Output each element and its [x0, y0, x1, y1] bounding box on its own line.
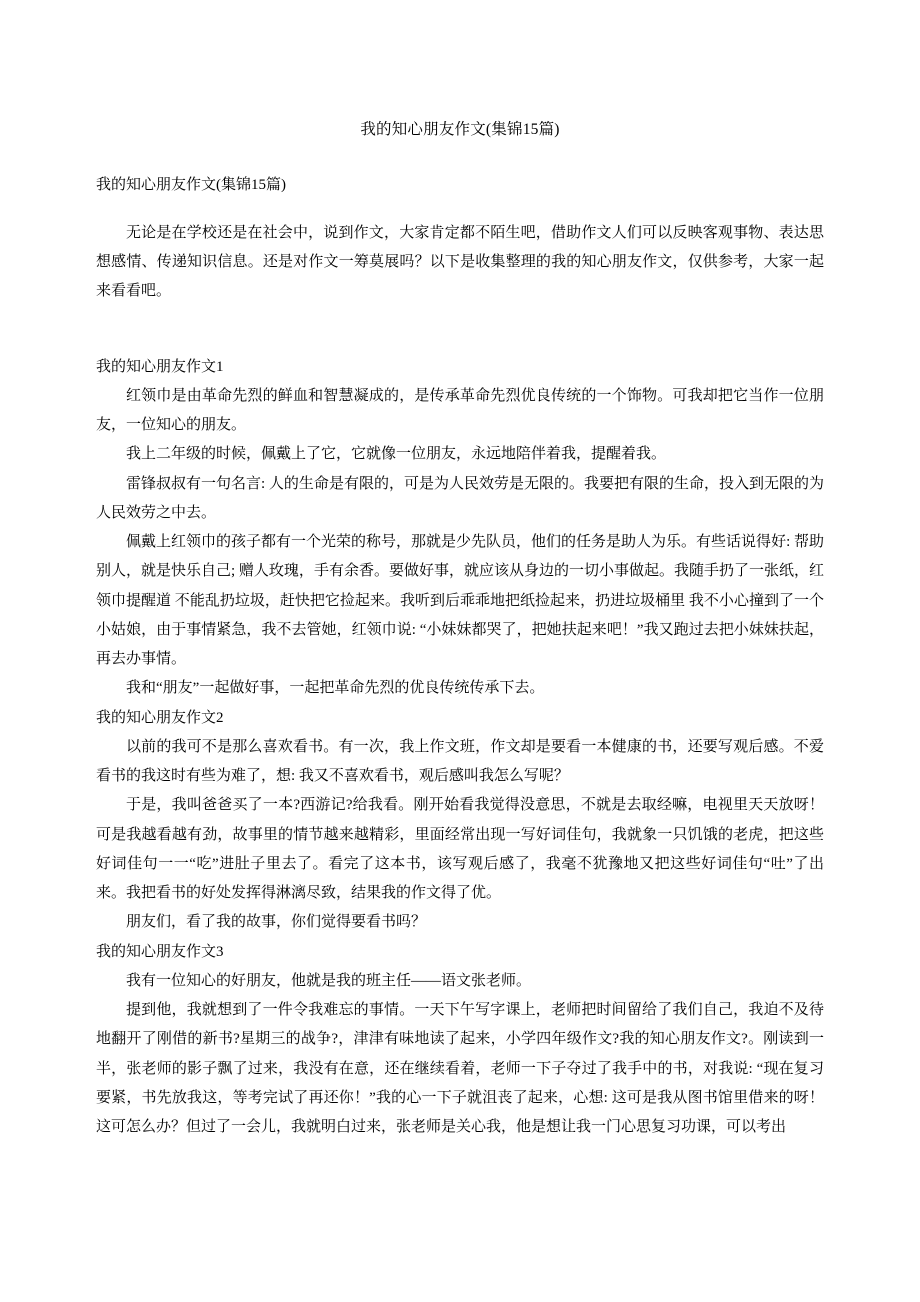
section-paragraph: 我有一位知心的好朋友，他就是我的班主任——语文张老师。 [126, 972, 532, 989]
section-paragraph: 我和“朋友”一起做好事，一起把革命先烈的优良传统传承下去。 [126, 680, 545, 697]
section-paragraph: 于是，我叫爸爸买了一本?西游记?给我看。刚开始看我觉得没意思，不就是去取经嘛，电视里天天放呀！可是我越看越有劲，故事里的情节越来越精彩，里面经常出现一写好词佳句，我就象一只饥饿的老虎，把这些好词佳句一一“吃”进肚子里去了。看完了这本书，该写观后感了，我毫不犹豫地又把这些好词佳句“吐”了出来。我把看书的好处发挥得淋漓尽致，结果我的作文得了优。 [96, 797, 824, 902]
section-3 [96, 938, 824, 1143]
section-heading: 我的知心朋友作文3 [96, 943, 224, 960]
section-paragraph: 雷锋叔叔有一句名言: 人的生命是有限的，可是为人民效劳是无限的。我要把有限的生命，投入到无限的为人民效劳之中去。 [96, 475, 824, 521]
section-paragraph: 以前的我可不是那么喜欢看书。有一次，我上作文班，作文却是要看一本健康的书，还要写观后感。不爱看书的我这时有些为难了，想: 我又不喜欢看书，观后感叫我怎么写呢？ [96, 738, 824, 785]
section-heading: 我的知心朋友作文1 [96, 358, 224, 375]
page-title: 我的知心朋友作文(集锦15篇) [360, 121, 560, 138]
section-paragraph: 佩戴上红领巾的孩子都有一个光荣的称号，那就是少先队员，他们的任务是助人为乐。有些话说得好: 帮助别人，就是快乐自己; 赠人玫瑰，手有余香。要做好事，就应该从身边的一切小事做起。我随手扔了一张纸，红领巾提醒道 不能乱扔垃圾，赶快把它捡起来。我听到后乖乖地把纸捡起来，扔进垃圾桶里 我不小心撞到了一个小姑娘，由于事情紧急，我不去管她，红领巾说: “小妹妹都哭了，把她扶起来吧！”我又跑过去把小妹妹扶起，再去办事情。 [96, 534, 824, 668]
section-heading: 我的知心朋友作文2 [96, 709, 224, 726]
document-subtitle: 我的知心朋友作文(集锦15篇) [96, 176, 286, 193]
section-2 [96, 704, 824, 938]
section-1 [96, 353, 824, 704]
section-paragraph: 我上二年级的时候，佩戴上了它，它就像一位朋友，永远地陪伴着我，提醒着我。 [126, 446, 667, 463]
section-paragraph: 红领巾是由革命先烈的鲜血和智慧凝成的，是传承革命先烈优良传统的一个饰物。可我却把它当作一位朋友，一位知心的朋友。 [96, 387, 824, 434]
section-paragraph: 朋友们，看了我的故事，你们觉得要看书吗？ [126, 914, 427, 931]
section-paragraph: 提到他，我就想到了一件令我难忘的事情。一天下午写字课上，老师把时间留给了我们自己，我迫不及待地翻开了刚借的新书?星期三的战争?，津津有味地读了起来，小学四年级作文?我的知心朋友作文?。刚读到一半，张老师的影子飘了过来，我没有在意，还在继续看着，老师一下子夺过了我手中的书，对我说: “现在复习要紧，书先放我这，等考完试了再还你！”我的心一下子就沮丧了起来，心想: 这可是我从图书馆里借来的呀！这可怎么办？但过了一会儿，我就明白过来，张老师是关心我，他是想让我一门心思复习功课，可以考出 [96, 1002, 824, 1136]
intro-paragraph: 无论是在学校还是在社会中，说到作文，大家肯定都不陌生吧，借助作文人们可以反映客观事物、表达思想感情、传递知识信息。还是对作文一筹莫展吗？以下是收集整理的我的知心朋友作文，仅供参考，大家一起来看看吧。 [96, 224, 824, 300]
